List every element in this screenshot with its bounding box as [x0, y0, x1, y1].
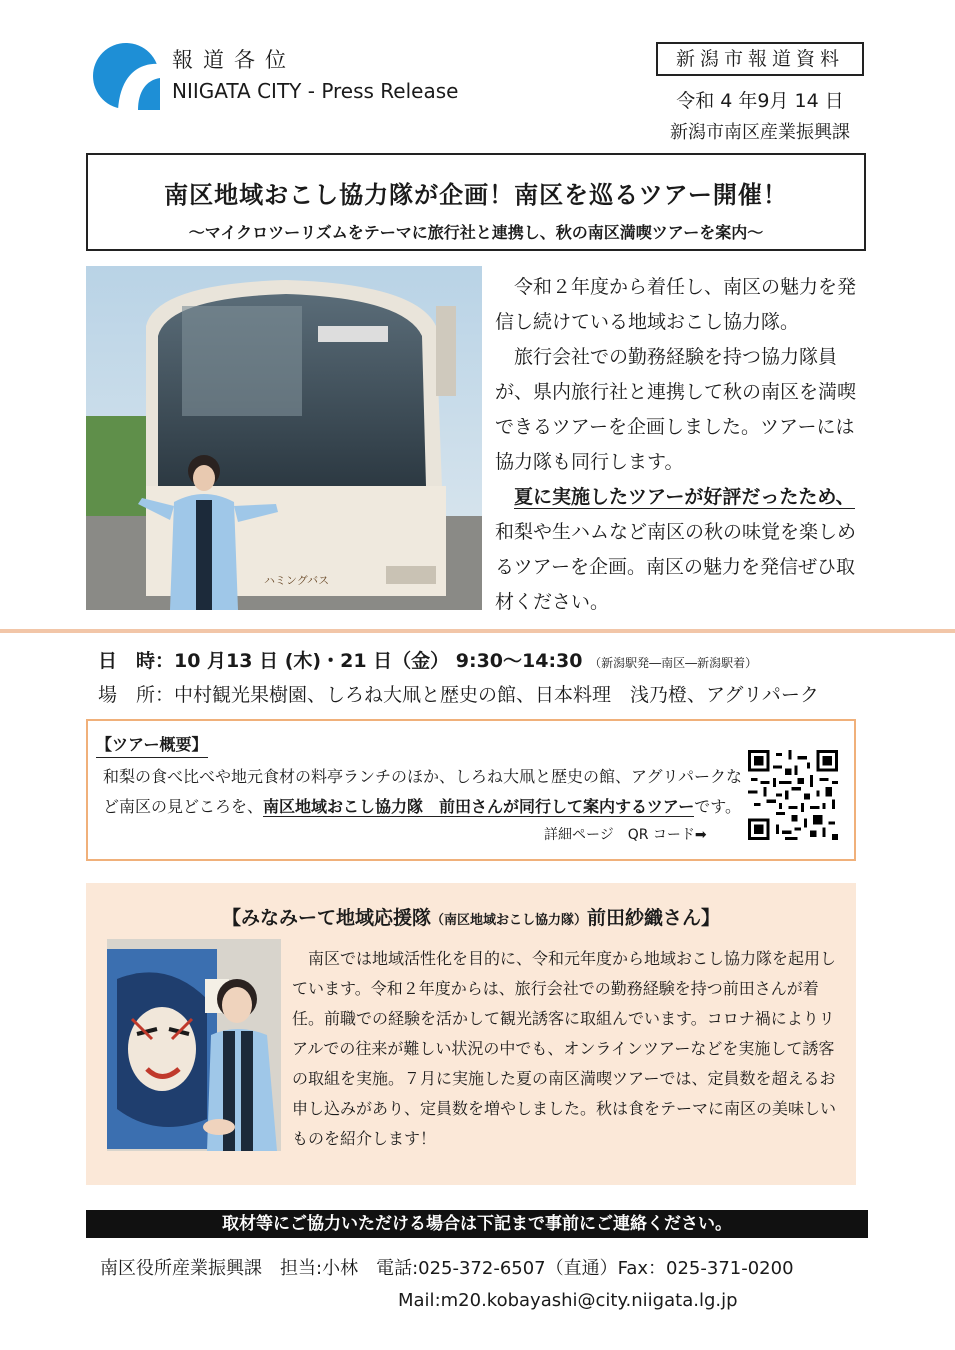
event-datetime: [98, 646, 757, 673]
headline-subtitle: ～マイクロツーリズムをテーマに旅行社と連携し、秋の南区満喫ツアーを案内～: [188, 223, 764, 242]
qr-code[interactable]: [748, 750, 838, 840]
contact-email[interactable]: Mail:m20.kobayashi@city.niigata.lg.jp: [398, 1290, 738, 1311]
detail-page-qr-label: 詳細ページ QR コード➡: [544, 827, 707, 843]
bus-photo: [86, 266, 482, 610]
profile-heading-small: （南区地域おこし協力隊）: [430, 913, 587, 928]
press-audience: 報道各位: [172, 48, 296, 72]
tour-text-emphasis: 南区地域おこし協力隊 前田さんが同行して案内するツアー: [263, 797, 695, 816]
press-release-label: NIIGATA CITY - Press Release: [172, 79, 459, 103]
tour-text-end: です。: [694, 797, 741, 816]
tour-overview-text: [103, 762, 743, 822]
profile-heading: [86, 903, 856, 930]
lead-text: [495, 270, 870, 620]
lead-paragraph-1: 令和２年度から着任し、南区の魅力を発信し続けている地域おこし協力隊。: [495, 276, 857, 333]
lead-paragraph-3: [495, 480, 870, 620]
press-material-stamp: 新潟市報道資料: [656, 42, 864, 76]
profile-photo: [107, 939, 281, 1151]
event-route-note: （新潟駅発―南区―新潟駅着）: [589, 656, 758, 670]
tour-text-plain: 和梨の食べ比べや地元食材の料亭ランチのほか、しろね大凧と歴史の館、アグリパークなど南区の見どころを、: [103, 767, 743, 816]
headline-title: 南区地域おこし協力隊が企画！南区を巡るツアー開催！: [164, 181, 788, 209]
tour-overview-heading: 【ツアー概要】: [96, 732, 208, 758]
contact-request-bar: 取材等にご協力いただける場合は下記まで事前にご連絡ください。: [86, 1210, 868, 1238]
release-date: 令和 4 年9月 14 日: [676, 90, 844, 112]
profile-heading-main: 【みなみーて地域応援隊: [221, 907, 431, 929]
profile-text: [292, 944, 848, 1154]
profile-heading-name: 前田紗織さん】: [587, 907, 721, 929]
lead-paragraph-2: 旅行会社での勤務経験を持つ協力隊員が、県内旅行社と連携して秋の南区を満喫できるツアーを企画しました。ツアーには協力隊も同行します。: [495, 346, 857, 473]
event-datetime-text: 日 時：10 月13 日 (木)・21 日（金） 9:30～14:30: [98, 650, 583, 672]
headline-box: [86, 153, 866, 251]
niigata-city-logo: [92, 42, 160, 110]
lead-emphasis: 夏に実施したツアーが好評だったため、: [514, 486, 855, 508]
profile-paragraph: 南区では地域活性化を目的に、令和元年度から地域おこし協力隊を起用しています。令和２年度からは、旅行会社での勤務経験を持つ前田さんが着任。前職での経験を活かして観光誘客に取組んでいます。コロナ禍によりリアルでの往来が難しい状況の中でも、オンラインツアーなどを実施して誘客の取組を実施。７月に実施した夏の南区満喫ツアーでは、定員数を超えるお申し込みがあり、定員数を増やしました。秋は食をテーマに南区の美味しいものを紹介します！: [292, 949, 837, 1148]
lead-paragraph-3-rest: 和梨や生ハムなど南区の秋の味覚を楽しめるツアーを企画。南区の魅力を発信ぜひ取材ください。: [495, 521, 857, 613]
issuing-department: 新潟市南区産業振興課: [670, 122, 850, 143]
bus-sign: ハミングバス: [264, 574, 330, 587]
section-divider: [0, 629, 955, 633]
contact-info: 南区役所産業振興課 担当:小林 電話:025-372-6507（直通）Fax：025-371-0200: [100, 1258, 794, 1279]
event-place: 場 所：中村観光果樹園、しろね大凧と歴史の館、日本料理 浅乃橙、アグリパーク: [98, 684, 819, 706]
